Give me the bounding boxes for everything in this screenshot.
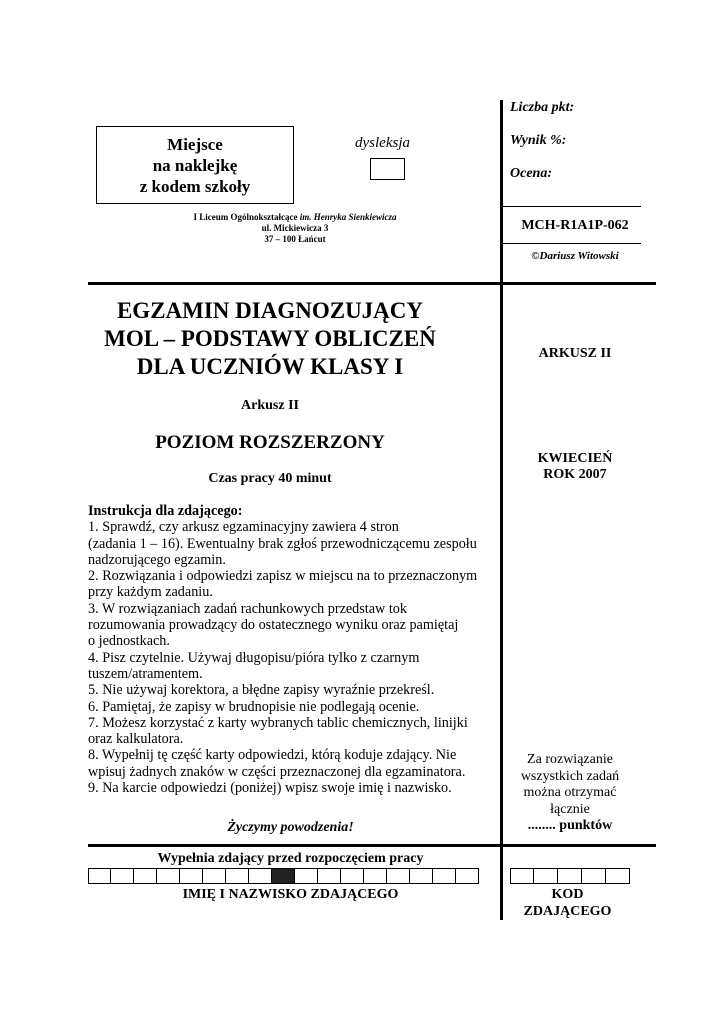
instruction-line: 9. Na karcie odpowiedzi (poniżej) wpisz swoje imię i nazwisko. [88, 780, 452, 797]
school-name: I Liceum Ogólnokształcące [193, 212, 300, 222]
points-total: ........ punktów [527, 818, 613, 833]
sheet-label: Arkusz II [241, 398, 299, 413]
code-cell[interactable] [582, 868, 606, 884]
level-label: POZIOM ROZSZERZONY [155, 432, 385, 453]
instruction-line: 4. Pisz czytelnie. Używaj długopisu/pióra tylko z czarnym [88, 649, 420, 666]
school-patron: im. Henryka Sienkiewicza [299, 212, 397, 222]
exam-title [60, 297, 480, 381]
name-cell[interactable] [410, 868, 433, 884]
name-cell[interactable] [134, 868, 157, 884]
instruction-line: o jednostkach. [88, 633, 170, 650]
instruction-line: 3. W rozwiązaniach zadań rachunkowych przedstaw tok [88, 600, 407, 617]
vertical-divider [500, 100, 503, 920]
instruction-line: tuszem/atramentem. [88, 665, 203, 682]
exam-date [505, 451, 645, 483]
instruction-line: wpisuj żadnych znaków w części przeznaczonej dla egzaminatora. [88, 763, 466, 780]
title-line-2: MOL – PODSTAWY OBLICZEŃ [104, 326, 436, 351]
result-label: Wynik %: [510, 133, 567, 148]
name-cell[interactable] [111, 868, 134, 884]
max-points-info [505, 752, 635, 835]
fill-in-instruction: Wypełnia zdający przed rozpoczęciem pracy [157, 851, 424, 866]
side-sheet-label: ARKUSZ II [538, 346, 612, 361]
name-separator-cell [272, 868, 295, 884]
right-rule-1 [503, 206, 641, 207]
name-cell[interactable] [433, 868, 456, 884]
grade-label: Ocena: [510, 166, 552, 181]
instruction-line: rozumowania prowadzący do ostatecznego wyniku oraz pamiętaj [88, 617, 459, 634]
good-luck-message: Życzymy powodzenia! [227, 820, 354, 835]
name-cell[interactable] [203, 868, 226, 884]
sticker-line-1: Miejsce [167, 134, 223, 154]
sticker-line-3: z kodem szkoły [139, 176, 251, 196]
school-street: ul. Mickiewicza 3 [261, 223, 329, 233]
name-cell[interactable] [226, 868, 249, 884]
name-cell[interactable] [456, 868, 479, 884]
name-cell[interactable] [341, 868, 364, 884]
copyright: ©Dariusz Witowski [531, 250, 619, 262]
name-cell[interactable] [387, 868, 410, 884]
instruction-line: 6. Pamiętaj, że zapisy w brudnopisie nie podlegają ocenie. [88, 698, 420, 715]
name-cell[interactable] [318, 868, 341, 884]
title-line-3: DLA UCZNIÓW KLASY I [136, 354, 404, 379]
exam-code: MCH-R1A1P-062 [521, 218, 629, 233]
code-label-line-1: KOD [551, 887, 584, 902]
instructions-heading: Instrukcja dla zdającego: [88, 503, 243, 519]
time-label: Czas pracy 40 minut [208, 471, 332, 486]
instruction-line: 5. Nie używaj korektora, a błędne zapisy wyraźnie przekreśl. [88, 682, 435, 699]
name-cell[interactable] [88, 868, 111, 884]
instruction-line: nadzorującego egzamin. [88, 551, 226, 568]
name-cell[interactable] [364, 868, 387, 884]
horizontal-divider-bottom [88, 844, 656, 847]
instruction-line: oraz kalkulatora. [88, 731, 184, 748]
points-line-2: wszystkich zadań [520, 768, 620, 784]
code-cell[interactable] [510, 868, 534, 884]
name-cell[interactable] [180, 868, 203, 884]
school-city: 37 – 100 Łańcut [264, 234, 326, 244]
school-code-sticker-box [96, 126, 294, 204]
name-cell[interactable] [157, 868, 180, 884]
code-label [505, 887, 630, 920]
dyslexia-checkbox[interactable] [370, 158, 405, 180]
instruction-line: 7. Możesz korzystać z karty wybranych tablic chemicznych, linijki [88, 714, 468, 731]
sticker-line-2: na naklejkę [152, 155, 238, 175]
code-cell[interactable] [534, 868, 558, 884]
code-entry-grid[interactable] [510, 868, 630, 884]
points-line-1: Za rozwiązanie [527, 752, 613, 767]
instruction-line: 1. Sprawdź, czy arkusz egzaminacyjny zawiera 4 stron [88, 519, 399, 536]
code-cell[interactable] [558, 868, 582, 884]
points-line-4: łącznie [550, 801, 590, 817]
exam-month: KWIECIEŃ [537, 451, 613, 466]
instruction-line: przy każdym zadaniu. [88, 584, 213, 601]
instructions [88, 503, 493, 796]
instruction-line: (zadania 1 – 16). Ewentualny brak zgłoś przewodniczącemu zespołu [88, 535, 477, 552]
points-label: Liczba pkt: [510, 100, 575, 115]
right-rule-2 [503, 243, 641, 244]
name-cell[interactable] [295, 868, 318, 884]
code-cell[interactable] [606, 868, 630, 884]
name-cell[interactable] [249, 868, 272, 884]
points-line-3: można otrzymać [523, 785, 617, 800]
instruction-line: 8. Wypełnij tę część karty odpowiedzi, którą koduje zdający. Nie [88, 747, 457, 764]
horizontal-divider-top [88, 282, 656, 285]
dyslexia-label: dysleksja [355, 135, 410, 151]
school-address [150, 212, 440, 245]
instruction-line: 2. Rozwiązania i odpowiedzi zapisz w miejscu na to przeznaczonym [88, 568, 478, 585]
name-entry-grid[interactable] [88, 868, 479, 884]
title-line-1: EGZAMIN DIAGNOZUJĄCY [116, 298, 424, 323]
name-label: IMIĘ I NAZWISKO ZDAJĄCEGO [182, 887, 399, 902]
exam-year: ROK 2007 [543, 467, 607, 482]
code-label-line-2: ZDAJĄCEGO [523, 903, 612, 919]
